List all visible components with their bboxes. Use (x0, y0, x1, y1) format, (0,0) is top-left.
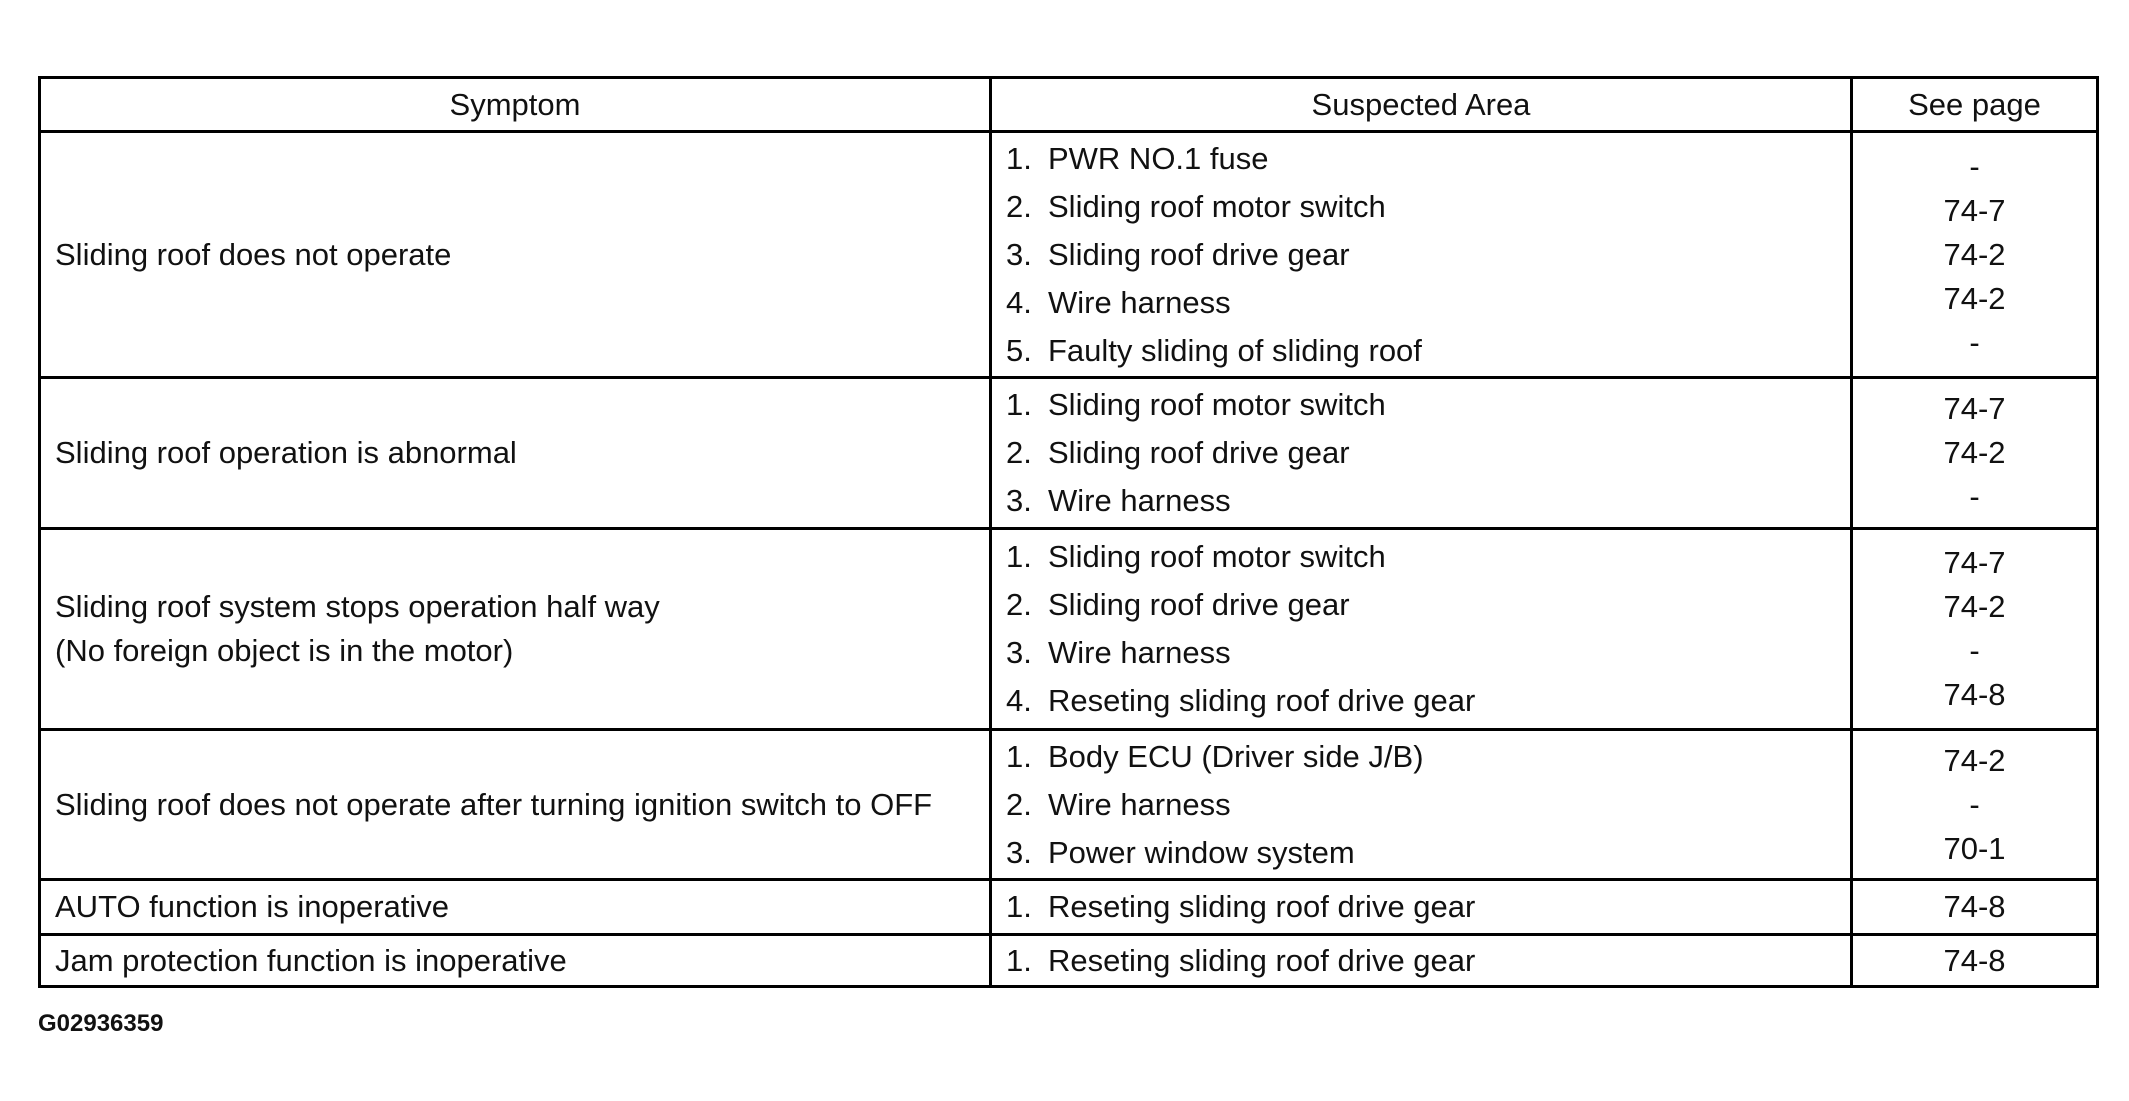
item-text: PWR NO.1 fuse (1048, 140, 1269, 176)
symptom-cell (40, 132, 991, 378)
suspected-area-item (1006, 677, 1850, 725)
suspected-area-cell (991, 935, 1852, 987)
item-number: 4. (1006, 683, 1032, 718)
suspected-area-item (1006, 429, 1850, 477)
item-text: Power window system (1048, 834, 1355, 870)
page-reference: 74-8 (1943, 942, 2006, 978)
item-text: Faulty sliding of sliding roof (1048, 332, 1422, 368)
symptom-note: (No foreign object is in the motor) (55, 633, 514, 668)
header-suspected-area: Suspected Area (991, 78, 1852, 132)
item-number: 1. (1006, 140, 1032, 176)
item-number: 1. (1006, 387, 1032, 422)
problem-symptoms-table (38, 76, 2099, 988)
symptom-cell (40, 935, 991, 987)
suspected-area-item (1006, 231, 1850, 279)
item-number: 1. (1006, 889, 1032, 924)
suspected-area-item (1006, 381, 1850, 429)
page-reference: 74-2 (1943, 742, 2006, 778)
see-page-cell (1852, 730, 2098, 880)
item-text: Sliding roof drive gear (1048, 236, 1350, 272)
table-row (40, 132, 2098, 378)
suspected-area-item (1006, 883, 1850, 931)
page-reference: - (1969, 148, 1980, 184)
suspected-area-cell (991, 529, 1852, 730)
see-page-cell (1852, 880, 2098, 935)
page-reference: - (1969, 633, 1980, 668)
item-text: Reseting sliding roof drive gear (1048, 683, 1476, 718)
table-row (40, 935, 2098, 987)
item-text: Wire harness (1048, 483, 1231, 518)
item-number: 1. (1006, 942, 1032, 978)
suspected-area-item (1006, 477, 1850, 525)
item-text: Wire harness (1048, 635, 1231, 670)
item-number: 3. (1006, 635, 1032, 670)
header-see-page: See page (1852, 78, 2098, 132)
item-number: 2. (1006, 587, 1032, 622)
see-page-cell (1852, 132, 2098, 378)
item-number: 5. (1006, 332, 1032, 368)
item-number: 1. (1006, 539, 1032, 574)
symptom-text: AUTO function is inoperative (55, 889, 450, 924)
page-reference: 74-2 (1943, 435, 2006, 470)
symptom-cell (40, 880, 991, 935)
symptom-text: Sliding roof does not operate after turning ignition switch to OFF (55, 786, 933, 822)
page-reference: - (1969, 324, 1980, 360)
item-text: Sliding roof motor switch (1048, 387, 1386, 422)
see-page-cell (1852, 378, 2098, 529)
suspected-area-item (1006, 533, 1850, 581)
page-reference: 74-8 (1943, 677, 2006, 712)
symptom-text: Sliding roof system stops operation half way (55, 589, 660, 624)
suspected-area-cell (991, 880, 1852, 935)
symptom-text: Jam protection function is inoperative (55, 942, 567, 978)
symptom-cell (40, 378, 991, 529)
suspected-area-cell (991, 730, 1852, 880)
page-reference: - (1969, 786, 1980, 822)
suspected-area-item (1006, 279, 1850, 327)
figure-code: G02936359 (38, 1010, 164, 1037)
item-text: Sliding roof motor switch (1048, 188, 1386, 224)
symptom-text: Sliding roof does not operate (55, 236, 452, 272)
suspected-area-item (1006, 733, 1850, 781)
symptom-cell (40, 529, 991, 730)
suspected-area-item (1006, 781, 1850, 829)
suspected-area-item (1006, 327, 1850, 375)
suspected-area-item (1006, 937, 1850, 985)
item-number: 3. (1006, 236, 1032, 272)
suspected-area-cell (991, 132, 1852, 378)
suspected-area-item (1006, 581, 1850, 629)
page-reference: 74-8 (1943, 889, 2006, 924)
item-number: 4. (1006, 284, 1032, 320)
item-text: Wire harness (1048, 786, 1231, 822)
item-number: 2. (1006, 435, 1032, 470)
item-text: Sliding roof drive gear (1048, 435, 1350, 470)
page-reference: 74-7 (1943, 391, 2006, 426)
page-reference: 70-1 (1943, 830, 2006, 866)
table-row (40, 378, 2098, 529)
item-number: 2. (1006, 786, 1032, 822)
item-text: Reseting sliding roof drive gear (1048, 889, 1476, 924)
table-row (40, 880, 2098, 935)
page-reference: 74-7 (1943, 545, 2006, 580)
item-text: Reseting sliding roof drive gear (1048, 942, 1476, 978)
symptom-text: Sliding roof operation is abnormal (55, 435, 517, 470)
page-reference: - (1969, 479, 1980, 514)
item-text: Sliding roof motor switch (1048, 539, 1386, 574)
page-reference: 74-2 (1943, 589, 2006, 624)
item-number: 3. (1006, 834, 1032, 870)
item-number: 3. (1006, 483, 1032, 518)
item-number: 2. (1006, 188, 1032, 224)
page-reference: 74-2 (1943, 236, 2006, 272)
table-header-row (40, 78, 2098, 132)
item-text: Wire harness (1048, 284, 1231, 320)
suspected-area-cell (991, 378, 1852, 529)
symptom-cell (40, 730, 991, 880)
header-symptom: Symptom (40, 78, 991, 132)
suspected-area-item (1006, 135, 1850, 183)
table-row (40, 529, 2098, 730)
page-reference: 74-2 (1943, 280, 2006, 316)
suspected-area-item (1006, 629, 1850, 677)
suspected-area-item (1006, 829, 1850, 877)
item-text: Sliding roof drive gear (1048, 587, 1350, 622)
page-reference: 74-7 (1943, 192, 2006, 228)
see-page-cell (1852, 935, 2098, 987)
suspected-area-item (1006, 183, 1850, 231)
table-row (40, 730, 2098, 880)
see-page-cell (1852, 529, 2098, 730)
item-text: Body ECU (Driver side J/B) (1048, 738, 1424, 774)
item-number: 1. (1006, 738, 1032, 774)
